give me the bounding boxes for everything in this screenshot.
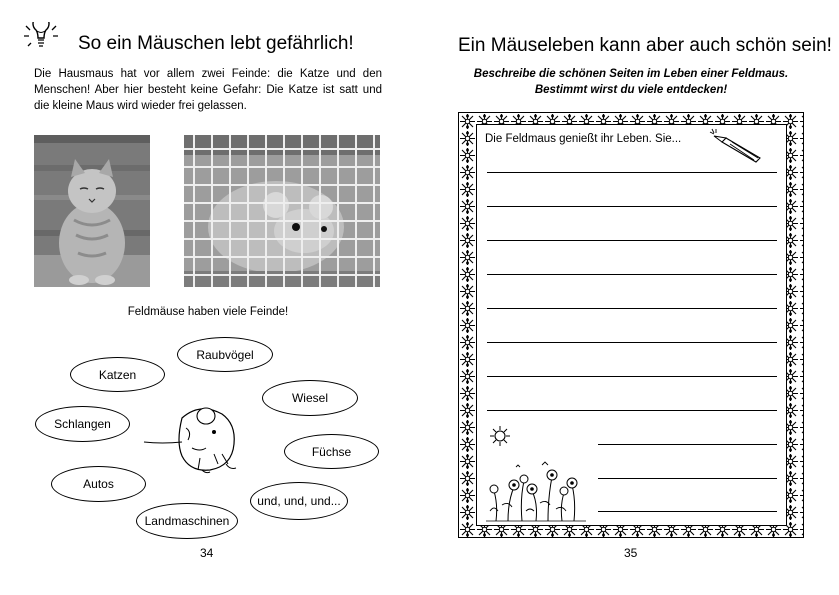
lightbulb-icon xyxy=(20,22,62,57)
intro-paragraph: Die Hausmaus hat vor allem zwei Feinde: die Katze und den Menschen! Aber hier besteht keine Gefahr: Die Katze ist satt und die kleine Maus wird wieder frei gelassen. xyxy=(34,68,382,112)
mouse-in-cage-photo xyxy=(184,135,380,287)
enemy-raubvoegel: Raubvögel xyxy=(177,337,273,372)
enemy-fuechse: Füchse xyxy=(284,434,379,469)
writing-line[interactable] xyxy=(487,342,777,343)
writing-line[interactable] xyxy=(487,240,777,241)
flowers-sketch xyxy=(486,455,586,528)
page-number-left: 34 xyxy=(200,546,214,560)
page-number-right: 35 xyxy=(624,546,638,560)
instruction-line-2: Bestimmt wirst du viele entdecken! xyxy=(534,84,728,96)
writing-line[interactable] xyxy=(598,444,777,445)
enemy-katzen: Katzen xyxy=(70,357,165,392)
writing-line[interactable] xyxy=(487,172,777,173)
right-page-title: Ein Mäuseleben kann aber auch schön sein! xyxy=(458,35,832,56)
pencil-icon xyxy=(708,128,766,169)
writing-line[interactable] xyxy=(487,376,777,377)
writing-line[interactable] xyxy=(598,511,777,512)
instruction-line-1: Beschreibe die schönen Seiten im Leben einer Feldmaus. xyxy=(473,68,789,80)
enemy-wiesel: Wiesel xyxy=(262,380,358,416)
left-page-title: So ein Mäuschen lebt gefährlich! xyxy=(78,33,354,54)
enemy-autos: Autos xyxy=(51,466,146,502)
writing-line[interactable] xyxy=(487,274,777,275)
writing-prompt: Die Feldmaus genießt ihr Leben. Sie... xyxy=(485,133,682,145)
enemy-landmaschinen: Landmaschinen xyxy=(136,503,238,539)
sun-icon xyxy=(486,424,516,455)
enemy-schlangen: Schlangen xyxy=(35,406,130,442)
writing-line[interactable] xyxy=(487,308,777,309)
writing-line[interactable] xyxy=(487,206,777,207)
mouse-sketch xyxy=(142,398,246,481)
enemies-heading: Feldmäuse haben viele Feinde! xyxy=(127,306,289,318)
enemy-and-more: und, und, und... xyxy=(250,482,348,520)
writing-line[interactable] xyxy=(487,410,777,411)
writing-line[interactable] xyxy=(598,478,777,479)
cat-photo xyxy=(34,135,150,287)
